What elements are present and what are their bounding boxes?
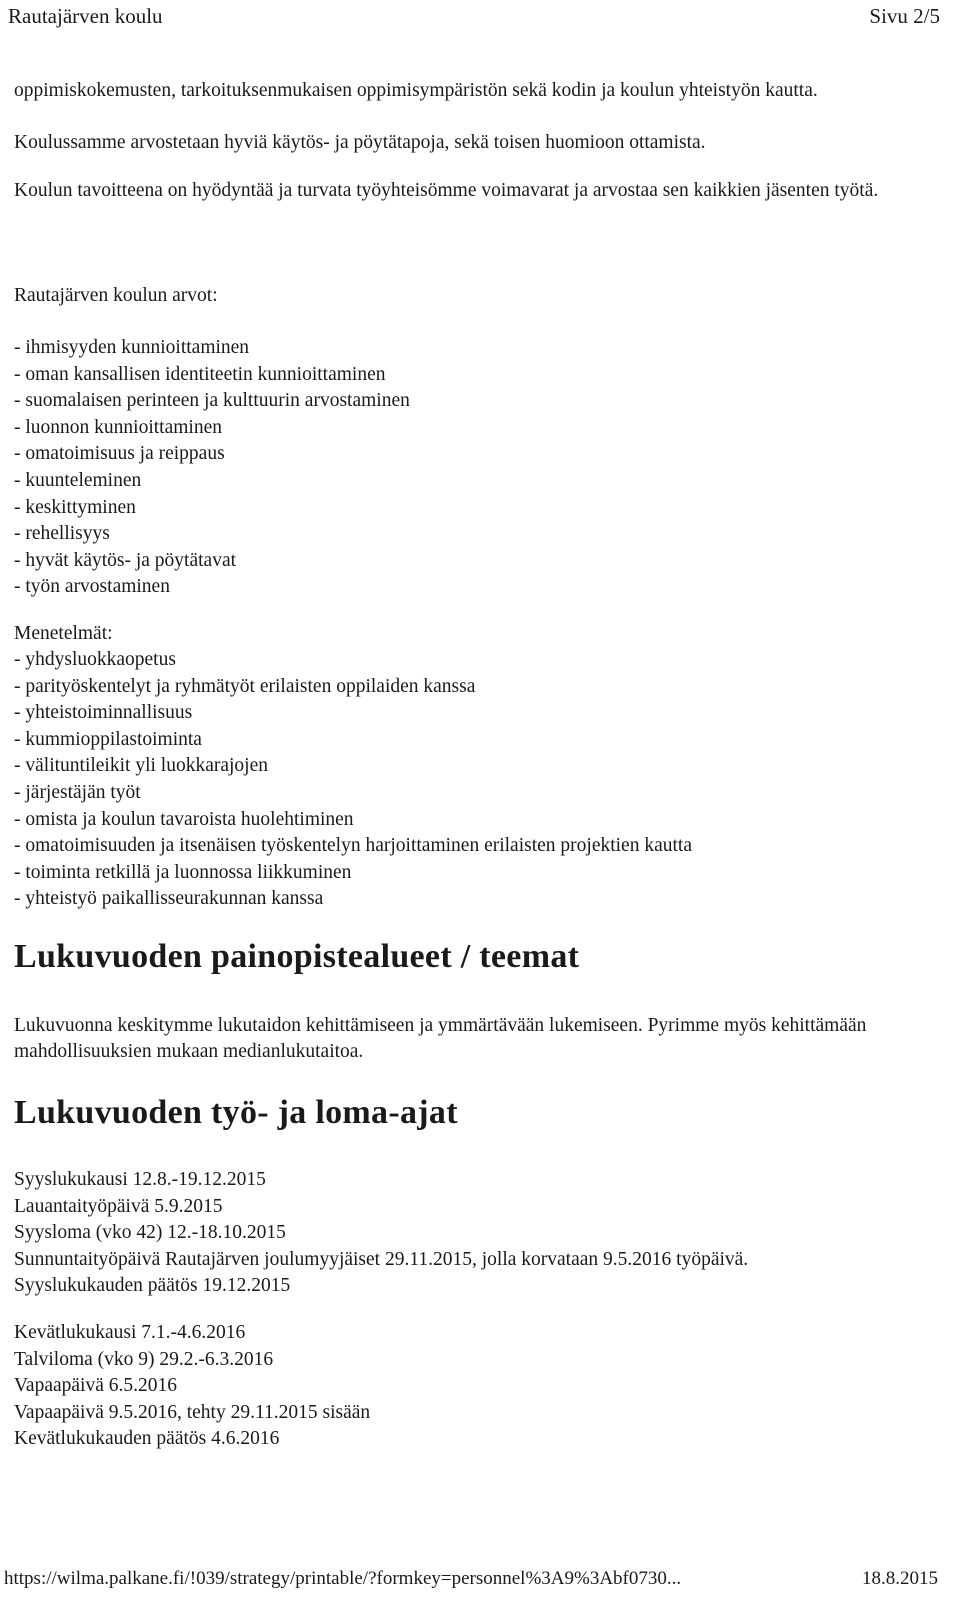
list-item: - kummioppilastoiminta xyxy=(14,728,202,750)
methods-list xyxy=(14,647,929,913)
focus-title: Lukuvuoden painopistealueet / teemat xyxy=(14,938,580,975)
methods-section xyxy=(14,621,929,913)
footer-url: https://wilma.palkane.fi/!039/strategy/printable/?formkey=personnel%3A9%3Abf0730... xyxy=(4,1568,682,1589)
list-item: - toiminta retkillä ja luonnossa liikkuminen xyxy=(14,861,352,883)
autumn-term-list xyxy=(14,1167,929,1300)
list-item: Vapaapäivä 9.5.2016, tehty 29.11.2015 sisään xyxy=(14,1401,371,1423)
list-item: - ihmisyyden kunnioittaminen xyxy=(14,337,250,358)
list-item: Syysloma (vko 42) 12.-18.10.2015 xyxy=(14,1222,286,1243)
list-item: - kuunteleminen xyxy=(14,469,142,491)
list-item: Syyslukukausi 12.8.-19.12.2015 xyxy=(14,1169,266,1190)
intro-paragraph-3: Koulun tavoitteena on hyödyntää ja turvata työyhteisömme voimavarat ja arvostaa sen kaikkien jäsenten työtä. xyxy=(14,180,879,201)
list-item: - oman kansallisen identiteetin kunnioittaminen xyxy=(14,363,386,385)
values-heading: Rautajärven koulun arvot: xyxy=(14,285,218,306)
list-item: - omista ja koulun tavaroista huolehtiminen xyxy=(14,808,354,830)
methods-heading: Menetelmät: xyxy=(14,623,113,644)
intro-paragraph-2: Koulussamme arvostetaan hyviä käytös- ja pöytätapoja, sekä toisen huomioon ottamista. xyxy=(14,132,706,153)
list-item: Syyslukukauden päätös 19.12.2015 xyxy=(14,1275,291,1296)
list-item: Lauantaityöpäivä 5.9.2015 xyxy=(14,1195,223,1217)
footer-date: 18.8.2015 xyxy=(862,1568,938,1589)
list-item: - yhteistyö paikallisseurakunnan kanssa xyxy=(14,888,324,910)
values-list xyxy=(14,335,929,601)
list-item: - yhteistoiminnallisuus xyxy=(14,702,193,724)
list-item: - keskittyminen xyxy=(14,496,136,518)
list-item: - omatoimisuus ja reippaus xyxy=(14,443,225,465)
intro-section xyxy=(14,78,929,204)
list-item: - parityöskentelyt ja ryhmätyöt erilaisten oppilaiden kanssa xyxy=(14,675,476,697)
list-item: - luonnon kunnioittaminen xyxy=(14,416,222,438)
list-item: Sunnuntaityöpäivä Rautajärven joulumyyjäiset 29.11.2015, jolla korvataan 9.5.2016 työpäivä. xyxy=(14,1248,749,1270)
list-item: - rehellisyys xyxy=(14,523,110,545)
list-item: - välituntileikit yli luokkarajojen xyxy=(14,755,268,777)
header-page-number: Sivu 2/5 xyxy=(869,4,940,28)
intro-paragraph-1: oppimiskokemusten, tarkoituksenmukaisen oppimisympäristön sekä kodin ja koulun yhteistyön kautta. xyxy=(14,80,818,101)
spring-term-list xyxy=(14,1320,929,1453)
list-item: - yhdysluokkaopetus xyxy=(14,649,176,670)
header-school-name: Rautajärven koulu xyxy=(8,4,163,28)
schedule-title: Lukuvuoden työ- ja loma-ajat xyxy=(14,1094,458,1131)
list-item: - suomalaisen perinteen ja kulttuurin arvostaminen xyxy=(14,390,410,412)
list-item: - järjestäjän työt xyxy=(14,781,141,803)
list-item: Kevätlukukausi 7.1.-4.6.2016 xyxy=(14,1322,246,1343)
list-item: - työn arvostaminen xyxy=(14,576,170,598)
focus-text: Lukuvuonna keskitymme lukutaidon kehittämiseen ja ymmärtävään lukemiseen. Pyrimme myös kehittämään mahdollisuuksien mukaan medianlukutaitoa. xyxy=(14,1015,867,1062)
values-section xyxy=(14,283,929,601)
list-item: Talviloma (vko 9) 29.2.-6.3.2016 xyxy=(14,1348,274,1370)
list-item: - hyvät käytös- ja pöytätavat xyxy=(14,549,237,571)
list-item: Vapaapäivä 6.5.2016 xyxy=(14,1375,177,1396)
list-item: Kevätlukukauden päätös 4.6.2016 xyxy=(14,1428,280,1449)
list-item: - omatoimisuuden ja itsenäisen työskentelyn harjoittaminen erilaisten projektien kautta xyxy=(14,835,692,857)
